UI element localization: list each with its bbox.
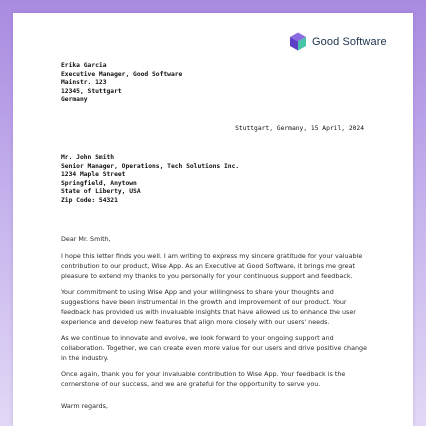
hexagon-cube-icon bbox=[289, 32, 307, 51]
letter-body bbox=[61, 234, 371, 417]
letter-date: Stuttgart, Germany, 15 April, 2024 bbox=[235, 125, 364, 132]
closing: Warm regards, bbox=[61, 402, 108, 410]
paragraph: Your commitment to using Wise App and your willingness to share your thoughts and suggestions have been instrumental in the growth and improvement of our product. Your feedback has provided us with invaluable insights that have allowed us to enhance the user experience and develop new features that align more closely with our users' needs. bbox=[61, 288, 356, 326]
letter-page bbox=[13, 13, 413, 426]
recipient-city: Springfield, Anytown bbox=[61, 179, 137, 187]
company-name: Good Software bbox=[312, 35, 387, 48]
paragraph: As we continue to innovate and evolve, we look forward to your ongoing support and collaboration. Together, we can create even more value for our users and drive positive change in the industry. bbox=[61, 334, 368, 362]
recipient-state: State of Liberty, USA bbox=[61, 188, 141, 196]
paragraph: Once again, thank you for your invaluable contribution to Wise App. Your feedback is the cornerstone of our success, and we are grateful for the opportunity to serve you. bbox=[61, 370, 346, 388]
salutation: Dear Mr. Smith, bbox=[61, 235, 111, 243]
sender-street: Mainstr. 123 bbox=[61, 79, 107, 87]
paragraph: I hope this letter finds you well. I am writing to express my sincere gratitude for your valuable contribution to our product, Wise App. As an Executive at Good Software, it brings me great pleasure to extend my thanks to you personally for your continuous support and feedback. bbox=[61, 252, 363, 280]
sender-title: Executive Manager, Good Software bbox=[61, 70, 183, 78]
sender-address bbox=[61, 62, 182, 105]
brand-header bbox=[289, 32, 387, 51]
recipient-street: 1234 Maple Street bbox=[61, 171, 126, 179]
sender-name: Erika Garcia bbox=[61, 62, 107, 69]
recipient-name: Mr. John Smith bbox=[61, 154, 115, 161]
recipient-address bbox=[61, 154, 239, 206]
sender-country: Germany bbox=[61, 96, 88, 104]
recipient-zip: Zip Code: 54321 bbox=[61, 196, 118, 204]
recipient-title: Senior Manager, Operations, Tech Solutions Inc. bbox=[61, 162, 240, 170]
sender-city: 12345, Stuttgart bbox=[61, 87, 122, 95]
